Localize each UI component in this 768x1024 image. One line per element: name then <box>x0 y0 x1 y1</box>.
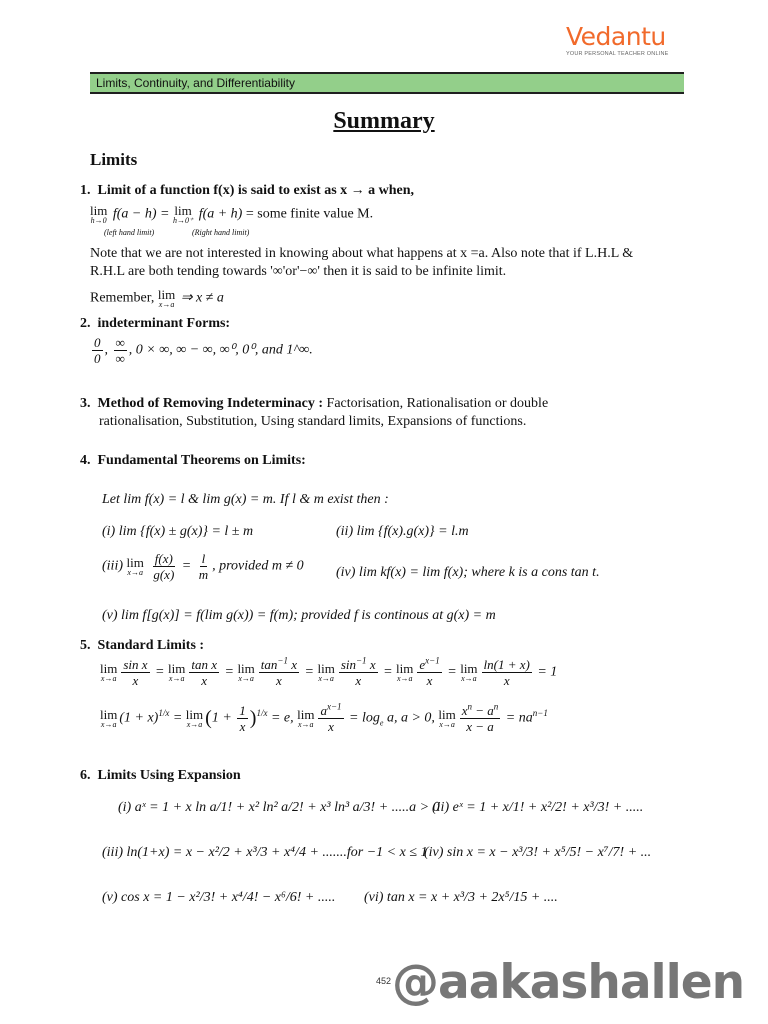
page-title: Summary <box>333 108 435 134</box>
vedantu-logo <box>566 24 678 57</box>
logo-wordmark: Vedantu <box>566 22 666 51</box>
item-1-remember: Remember, lim x→a ⇒ x ≠ a <box>90 287 224 309</box>
expansion-v: (v) cos x = 1 − x²/3! + x⁴/4! − x⁶/6! + ..... <box>102 890 336 905</box>
item-2-heading: 2. indeterminant Forms: <box>80 316 231 331</box>
watermark: @aakashallen <box>392 955 745 1010</box>
item-5-heading: 5. Standard Limits : <box>80 638 205 653</box>
theorem-v: (v) lim f[g(x)] = f(lim g(x)) = f(m); provided f is continous at g(x) = m <box>102 608 496 623</box>
right-hand-limit-caption: (Right hand limit) <box>192 228 250 237</box>
indeterminate-forms: $\frac{0}{0}$ , $\frac{\infty}{\infty}$ , 0 × ∞, ∞ − ∞, ∞⁰, 0⁰, and 1^∞. <box>94 335 313 366</box>
expansion-ii: (ii) eˣ = 1 + x/1! + x²/2! + x³/3! + ..... <box>432 800 644 815</box>
item-6-heading: 6. Limits Using Expansion <box>80 768 241 783</box>
item-4-heading: 4. Fundamental Theorems on Limits: <box>80 453 306 468</box>
theorem-iii: (iii) lim x→a $\frac{f(x)}{g(x)}$ = $\frac{l}{m}$ , provided m ≠ 0 <box>102 551 304 582</box>
standard-limits-line-1: lim x→a $\frac{\text{sin x}}{x}$ = lim x→a $\frac{\text{tan x}}{x}$ = lim x→a $\frac{\tan^{-1} x}{x}$ = lim x→a $\frac{\sin^{-1} x}{x}$ = lim x→a $\frac{e^{x-1}}{x}$ = lim x→a $\frac{\ln(1 + x)}{x}$ = 1 <box>100 655 558 688</box>
expansion-iii: (iii) ln(1+x) = x − x²/2 + x³/3 + x⁴/4 + .......for −1 < x ≤ 1 <box>102 845 428 860</box>
logo-tagline: YOUR PERSONAL TEACHER ONLINE <box>566 51 669 57</box>
item-1-equation: lim h→0 f(a − h) = lim h→0⁺ f(a + h) = some finite value M. <box>90 203 374 225</box>
item-1-note-line-1: Note that we are not interested in knowing about what happens at x =a. Also note that if L.H.L & <box>90 246 634 261</box>
expansion-iv: (iv) sin x = x − x³/3! + x⁵/5! − x⁷/7! + ... <box>424 845 652 860</box>
theorem-ii: (ii) lim {f(x).g(x)} = l.m <box>336 524 469 539</box>
theorem-let-line: Let lim f(x) = l & lim g(x) = m. If l & m exist then : <box>102 492 389 507</box>
standard-limits-line-2: lim x→a $(1 + x)^{1/x}$ = lim x→a (1 + $\frac{1}{x}$ )$^{1/x}$ = e, lim x→a $\frac{a^{x-1}}{x}$ = $\log_e a$, a > 0, lim x→a $\frac{x^n - a^n}{x - a}$ = $na^{n-1}$ <box>100 701 548 734</box>
item-1-heading: 1. Limit of a function f(x) is said to exist as x → a when, <box>80 183 415 198</box>
item-3-line-2: rationalisation, Substitution, Using standard limits, Expansions of functions. <box>99 414 527 429</box>
item-3-line-1: 3. Method of Removing Indeterminacy : Factorisation, Rationalisation or double <box>80 396 549 411</box>
theorem-iv: (iv) lim kf(x) = lim f(x); where k is a cons tan t. <box>336 565 600 580</box>
page-number: 452 <box>376 976 392 986</box>
theorem-i: (i) lim {f(x) ± g(x)} = l ± m <box>102 524 254 539</box>
chapter-banner: Limits, Continuity, and Differentiability <box>90 72 684 94</box>
left-hand-limit-caption: (left hand limit) <box>104 228 155 237</box>
expansion-i: (i) aˣ = 1 + x ln a/1! + x² ln² a/2! + x³ ln³ a/3! + .....a > 0 <box>118 800 440 815</box>
item-1-note-line-2: R.H.L are both tending towards '∞'or'−∞' then it is said to be infinite limit. <box>90 264 507 279</box>
expansion-vi: (vi) tan x = x + x³/3 + 2x⁵/15 + .... <box>364 890 558 905</box>
section-heading: Limits <box>90 150 138 169</box>
